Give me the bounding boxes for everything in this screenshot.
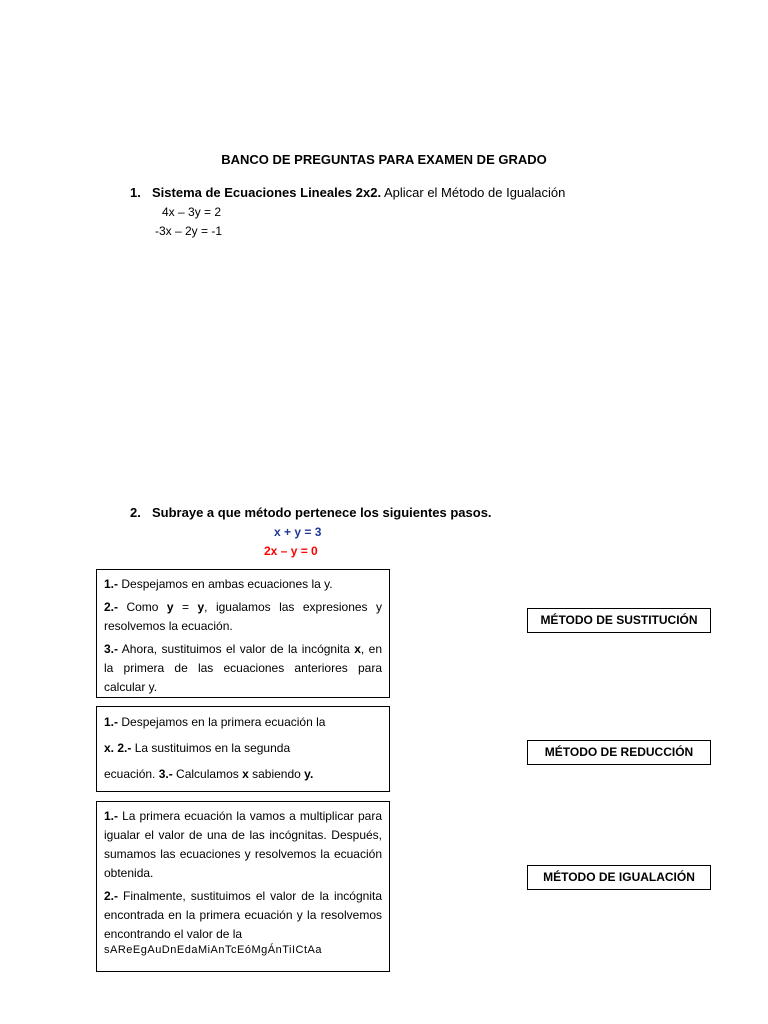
box-1-step-2 <box>104 598 382 636</box>
steps-box-2 <box>96 706 390 792</box>
method-reduction-box[interactable]: MÉTODO DE REDUCCIÓN <box>527 740 711 765</box>
question-2-number: 2. <box>130 505 141 520</box>
box-1-step-1 <box>104 575 382 594</box>
step-text: Despejamos en ambas ecuaciones la y. <box>118 577 333 591</box>
steps-box-1 <box>96 569 390 698</box>
step-text: ecuación. <box>104 767 159 781</box>
step-text: Ahora, sustituimos el valor de la incógnita <box>118 642 355 656</box>
step-text: = <box>173 600 198 614</box>
step-number: x. 2.- <box>104 741 132 755</box>
question-1-equation-2: -3x – 2y = -1 <box>155 224 223 238</box>
step-text: , en la primera de las ecuaciones anteriores para calcular y. <box>104 642 382 694</box>
step-text: Finalmente, sustituimos el valor de la incógnita encontrada en la primera ecuación y la resolvemos encontrando el valor de la <box>104 889 382 941</box>
step-text: Calculamos <box>172 767 243 781</box>
step-number: 3.- <box>104 642 119 656</box>
box-2-line-3 <box>104 761 382 787</box>
step-text: Como <box>118 600 167 614</box>
variable-x: x <box>354 642 361 656</box>
overlapping-text: sAReEgAuDnEdaMiAnTcEóMgÁnTiICtAa <box>104 944 322 956</box>
question-1-number: 1. <box>130 185 141 200</box>
question-1-instruction: Aplicar el Método de Igualación <box>383 185 566 200</box>
step-text: , igualamos las expresiones y resolvemos la ecuación. <box>104 600 382 633</box>
question-2-heading: Subraye a que método pertenece los siguientes pasos. <box>152 505 492 520</box>
variable-x: x <box>242 767 249 781</box>
box-3-step-2 <box>104 887 382 944</box>
step-number: 3.- <box>158 767 173 781</box>
method-substitution-box[interactable]: MÉTODO DE SUSTITUCIÓN <box>527 608 711 633</box>
step-text: Despejamos en la primera ecuación la <box>118 715 326 729</box>
step-text: La sustituimos en la segunda <box>131 741 291 755</box>
question-2-equation-2: 2x – y = 0 <box>264 544 318 558</box>
question-1-equation-1: 4x – 3y = 2 <box>162 205 222 219</box>
page-title: BANCO DE PREGUNTAS PARA EXAMEN DE GRADO <box>221 152 547 167</box>
question-1-heading: Sistema de Ecuaciones Lineales 2x2. <box>152 185 382 200</box>
step-number: 1.- <box>104 809 119 823</box>
box-2-line-2 <box>104 735 382 761</box>
method-equalization-box[interactable]: MÉTODO DE IGUALACIÓN <box>527 865 711 890</box>
question-2-equation-1: x + y = 3 <box>274 525 322 539</box>
box-1-step-3 <box>104 640 382 697</box>
step-number: 2.- <box>104 889 119 903</box>
variable-y: y <box>166 600 174 614</box>
box-2-line-1 <box>104 709 382 735</box>
box-3-step-1 <box>104 807 382 883</box>
question-1-text <box>152 185 565 200</box>
step-text: La primera ecuación la vamos a multiplicar para igualar el valor de una de las incógnitas. Después, sumamos las ecuaciones y resolvemos la ecuación obtenida. <box>104 809 382 880</box>
step-number: 1.- <box>104 715 119 729</box>
step-number: 1.- <box>104 577 119 591</box>
variable-y: y. <box>304 767 314 781</box>
step-text: sabiendo <box>248 767 305 781</box>
variable-y: y <box>197 600 205 614</box>
step-number: 2.- <box>104 600 119 614</box>
